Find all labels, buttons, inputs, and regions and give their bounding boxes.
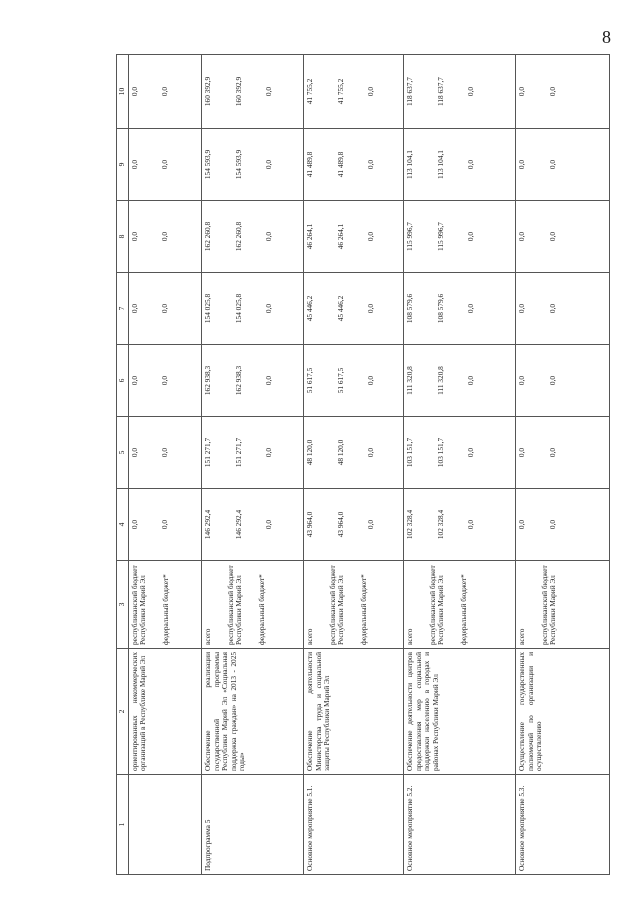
value: 0,0: [517, 159, 527, 170]
value: 41 755,2: [335, 78, 345, 105]
value-cell: [516, 129, 610, 201]
source-label: республиканский бюджет Республики Марий Эл: [129, 565, 148, 645]
column-number: 5: [117, 417, 129, 489]
source-label: федеральный бюджет*: [358, 574, 368, 645]
value-cell: [403, 55, 515, 129]
value: 162 260,8: [233, 221, 243, 252]
value: 45 446,2: [335, 295, 345, 322]
value: 113 104,1: [435, 150, 445, 179]
row-name: Обеспечение деятельности Министерства труда и социальной защиты Республики Марий Эл: [303, 649, 403, 775]
value: 0,0: [466, 519, 476, 530]
value: 0,0: [264, 519, 274, 530]
value: 0,0: [466, 447, 476, 458]
row-code: Основное мероприятие 5.1.: [303, 775, 403, 875]
value: 160 392,9: [233, 76, 243, 107]
row-name: Обеспечение деятельности центров предоставления мер социальной поддержки населению в городах и районах Республики Марий Эл: [403, 649, 515, 775]
source-label: всего: [304, 628, 314, 645]
column-number: 3: [117, 561, 129, 649]
value-cell: [516, 417, 610, 489]
value: 0,0: [129, 519, 139, 530]
value: 0,0: [366, 303, 376, 314]
value: 0,0: [264, 86, 274, 97]
value: 0,0: [366, 375, 376, 386]
value: 113 104,1: [404, 150, 414, 179]
value: 0,0: [160, 86, 170, 97]
source-label: республиканский бюджет Республики Марий Эл: [539, 565, 558, 645]
value: 111 320,8: [404, 366, 414, 395]
value: 0,0: [517, 303, 527, 314]
value: 0,0: [517, 86, 527, 97]
value-cell: [403, 129, 515, 201]
row-sources: [201, 561, 303, 649]
column-number: 4: [117, 489, 129, 561]
value: 0,0: [264, 231, 274, 242]
budget-table: [116, 54, 610, 875]
value: 0,0: [547, 447, 557, 458]
value: 0,0: [366, 447, 376, 458]
value: 162 938,3: [202, 365, 212, 396]
value-cell: [303, 273, 403, 345]
value-cell: [128, 345, 201, 417]
row-sources: [516, 561, 610, 649]
value: 43 964,0: [304, 511, 314, 538]
value: 48 120,0: [304, 439, 314, 466]
value-cell: [128, 489, 201, 561]
column-number: 1: [117, 775, 129, 875]
value: 51 617,5: [304, 367, 314, 394]
value: 0,0: [129, 86, 139, 97]
value-cell: [201, 417, 303, 489]
value: 48 120,0: [335, 439, 345, 466]
value: 146 292,4: [202, 509, 212, 540]
value-cell: [303, 489, 403, 561]
row-name: Осуществление государственных полномочий по организации и осуществлению: [516, 649, 610, 775]
column-number: 8: [117, 201, 129, 273]
row-sources: [128, 561, 201, 649]
value: 0,0: [264, 375, 274, 386]
value-cell: [201, 489, 303, 561]
table-row: [201, 55, 303, 875]
value-cell: [403, 489, 515, 561]
value-cell: [201, 129, 303, 201]
value: 0,0: [466, 375, 476, 386]
row-sources: [303, 561, 403, 649]
value: 41 489,8: [304, 151, 314, 178]
value-cell: [303, 55, 403, 129]
value-cell: [201, 345, 303, 417]
source-label: федеральный бюджет*: [458, 574, 468, 645]
value: 0,0: [160, 303, 170, 314]
column-number-row: [117, 55, 129, 875]
rotated-table-wrapper: [116, 55, 610, 875]
row-name: Обеспечение реализации государственной программы Республики Марий Эл «Социальная поддержка граждан» на 2013 - 2025 годы»: [201, 649, 303, 775]
row-sources: [403, 561, 515, 649]
table-row: [403, 55, 515, 875]
source-label: республиканский бюджет Республики Марий Эл: [327, 565, 346, 645]
value: 151 271,7: [233, 437, 243, 468]
value-cell: [303, 129, 403, 201]
value: 118 637,7: [404, 77, 414, 106]
value: 0,0: [160, 231, 170, 242]
column-number: 7: [117, 273, 129, 345]
value: 0,0: [547, 375, 557, 386]
value: 0,0: [160, 447, 170, 458]
value: 0,0: [264, 447, 274, 458]
value-cell: [128, 273, 201, 345]
value: 0,0: [129, 231, 139, 242]
value: 0,0: [366, 231, 376, 242]
source-label: республиканский бюджет Республики Марий Эл: [427, 565, 446, 645]
value: 0,0: [160, 519, 170, 530]
value: 0,0: [160, 375, 170, 386]
value: 0,0: [264, 303, 274, 314]
value-cell: [516, 345, 610, 417]
row-code: Подпрограмма 5: [201, 775, 303, 875]
value: 0,0: [547, 303, 557, 314]
source-label: всего: [202, 628, 212, 645]
value-cell: [516, 489, 610, 561]
value: 103 151,7: [435, 437, 445, 468]
value: 0,0: [547, 519, 557, 530]
value: 108 579,6: [404, 293, 414, 324]
value-cell: [516, 273, 610, 345]
value: 41 489,8: [335, 151, 345, 178]
value: 0,0: [366, 519, 376, 530]
value: 0,0: [264, 159, 274, 170]
value: 0,0: [517, 447, 527, 458]
row-code: Основное мероприятие 5.2.: [403, 775, 515, 875]
row-code: Основное мероприятие 5.3.: [516, 775, 610, 875]
value: 154 025,8: [233, 293, 243, 324]
source-label: республиканский бюджет Республики Марий Эл: [225, 565, 244, 645]
value: 118 637,7: [435, 77, 445, 106]
value: 151 271,7: [202, 437, 212, 468]
value: 45 446,2: [304, 295, 314, 322]
value: 0,0: [129, 375, 139, 386]
row-name: ориентированных некоммерческих организаций в Республике Марий Эл: [128, 649, 201, 775]
value: 0,0: [547, 86, 557, 97]
value-cell: [128, 201, 201, 273]
value: 51 617,5: [335, 367, 345, 394]
value: 162 938,3: [233, 365, 243, 396]
value: 102 328,4: [404, 509, 414, 540]
value: 0,0: [129, 447, 139, 458]
value-cell: [128, 55, 201, 129]
source-label: всего: [517, 628, 527, 645]
value: 0,0: [129, 303, 139, 314]
value: 46 264,1: [335, 223, 345, 250]
column-number: 9: [117, 129, 129, 201]
value-cell: [403, 345, 515, 417]
value: 102 328,4: [435, 509, 445, 540]
value-cell: [303, 201, 403, 273]
value: 103 151,7: [404, 437, 414, 468]
table-row: [128, 55, 201, 875]
value: 108 579,6: [435, 293, 445, 324]
value-cell: [128, 417, 201, 489]
value: 43 964,0: [335, 511, 345, 538]
value: 41 755,2: [304, 78, 314, 105]
row-code: [128, 775, 201, 875]
value-cell: [403, 201, 515, 273]
value-cell: [201, 273, 303, 345]
source-label: федеральный бюджет*: [256, 574, 266, 645]
value: 0,0: [547, 231, 557, 242]
value-cell: [403, 417, 515, 489]
value: 154 025,8: [202, 293, 212, 324]
value-cell: [403, 273, 515, 345]
value-cell: [516, 201, 610, 273]
source-label: федеральный бюджет*: [161, 574, 171, 645]
value-cell: [201, 201, 303, 273]
value: 154 593,9: [233, 149, 243, 180]
value: 0,0: [466, 303, 476, 314]
value: 0,0: [466, 159, 476, 170]
value-cell: [128, 129, 201, 201]
value: 0,0: [517, 231, 527, 242]
value-cell: [303, 345, 403, 417]
value-cell: [303, 417, 403, 489]
value: 115 996,7: [404, 222, 414, 251]
table-row: [516, 55, 610, 875]
value: 154 593,9: [202, 149, 212, 180]
page-number: 8: [602, 27, 611, 47]
value: 0,0: [466, 86, 476, 97]
source-label: всего: [404, 628, 414, 645]
value-cell: [201, 55, 303, 129]
value: 115 996,7: [435, 222, 445, 251]
value: 162 260,8: [202, 221, 212, 252]
value: 160 392,9: [202, 76, 212, 107]
column-number: 2: [117, 649, 129, 775]
value: 0,0: [129, 159, 139, 170]
value: 111 320,8: [435, 366, 445, 395]
value: 0,0: [517, 375, 527, 386]
value: 146 292,4: [233, 509, 243, 540]
value: 0,0: [366, 159, 376, 170]
value-cell: [516, 55, 610, 129]
table-row: [303, 55, 403, 875]
value: 0,0: [466, 231, 476, 242]
value: 0,0: [160, 159, 170, 170]
value: 0,0: [547, 159, 557, 170]
value: 0,0: [366, 86, 376, 97]
value: 0,0: [517, 519, 527, 530]
column-number: 6: [117, 345, 129, 417]
column-number: 10: [117, 55, 129, 129]
value: 46 264,1: [304, 223, 314, 250]
